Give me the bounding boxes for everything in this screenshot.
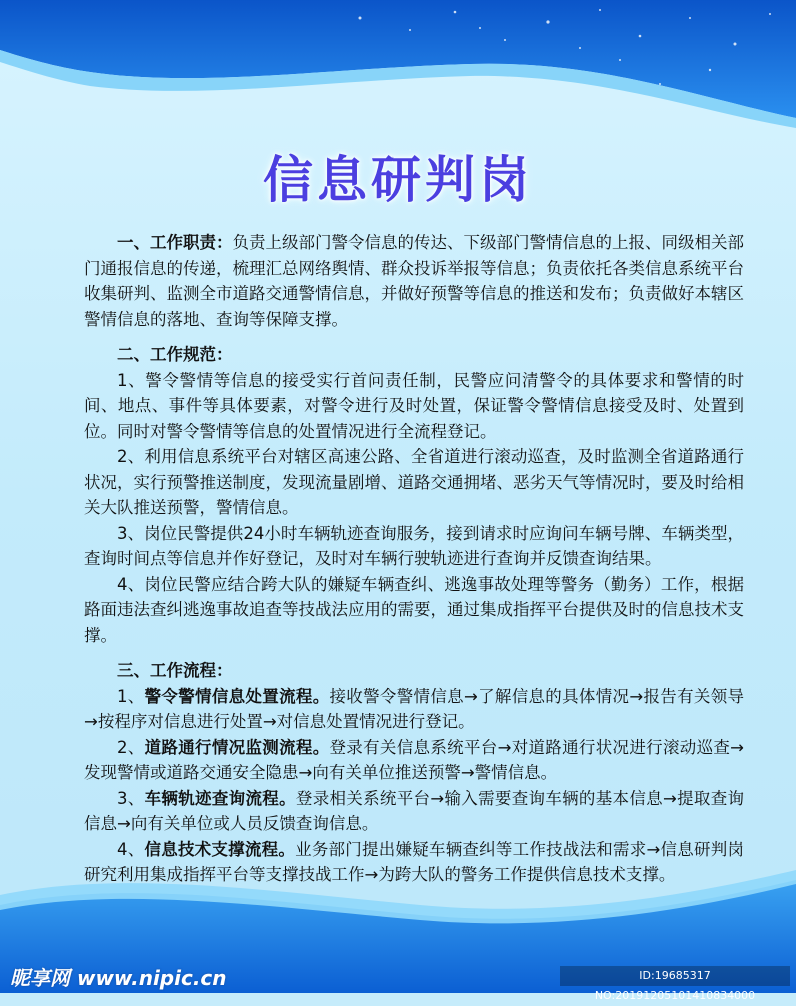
item-number: 1、	[117, 686, 145, 706]
list-item	[84, 684, 744, 735]
list-item: 3、岗位民警提供24小时车辆轨迹查询服务，接到请求时应询问车辆号牌、车辆类型，查询时间点等信息并作好登记，及时对车辆行驶轨迹进行查询并反馈查询结果。	[84, 523, 744, 568]
section-heading: 三、工作流程：	[117, 661, 233, 680]
item-title: 车辆轨迹查询流程。	[144, 788, 296, 808]
item-title: 警令警情信息处置流程。	[144, 686, 330, 706]
section-text: 负责上级部门警令信息的传达、下级部门警情信息的上报、同级相关部门通报信息的传递，梳理汇总网络舆情、群众投诉举报等信息；负责依托各类信息系统平台收集研判、监测全市道路交通警情信息，并做好预警等信息的推送和发布；负责做好本辖区警情信息的落地、查询等保障支撑。	[84, 233, 744, 329]
item-text: 登录有关信息系统平台→对道路通行状况进行滚动巡查→发现警情或道路交通安全隐患→向有关单位推送预警→警情信息。	[84, 737, 745, 782]
section-duties	[84, 230, 744, 332]
item-number: 4、	[117, 839, 145, 859]
item-text: 登录相关系统平台→输入需要查询车辆的基本信息→提取查询信息→向有关单位或人员反馈查询信息。	[84, 788, 745, 833]
list-item: 1、警令警情等信息的接受实行首问责任制，民警应问清警令的具体要求和警情的时间、地点、事件等具体要素，对警令进行及时处置，保证警令警情信息接受及时、处置到位。同时对警令警情等信息的处置情况进行全流程登记。	[84, 370, 744, 441]
page-title: 信息研判岗	[263, 151, 533, 209]
document-body	[84, 230, 744, 888]
list-item: 2、利用信息系统平台对辖区高速公路、全省道进行滚动巡查，及时监测全省道路通行状况，实行预警推送制度，发现流量剧增、道路交通拥堵、恶劣天气等情况时，要及时给相关大队推送预警，警情信息。	[84, 447, 744, 517]
item-number: 2、	[117, 737, 145, 757]
item-number: 3、	[117, 788, 145, 808]
item-text: 接收警令警情信息→了解信息的具体情况→报告有关领导→按程序对信息进行处置→对信息处置情况进行登记。	[84, 686, 745, 731]
list-item	[84, 837, 744, 888]
section-heading: 二、工作规范：	[117, 345, 233, 364]
list-item	[84, 735, 744, 786]
list-item	[84, 786, 744, 837]
watermark-logo: 昵享网 www.nipic.cn	[10, 966, 227, 990]
list-item: 4、岗位民警应结合跨大队的嫌疑车辆查纠、逃逸事故处理等警务（勤务）工作，根据路面违法查纠逃逸事故追查等技战法应用的需要，通过集成指挥平台提供及时的信息技术支撑。	[84, 574, 744, 645]
item-title: 道路通行情况监测流程。	[144, 737, 330, 757]
section-heading: 一、工作职责：	[117, 233, 233, 252]
item-title: 信息技术支撑流程。	[144, 839, 296, 859]
watermark-id: ID:19685317 NO:20191205101410834000	[560, 966, 790, 986]
item-text: 业务部门提出嫌疑车辆查纠等工作技战法和需求→信息研判岗研究利用集成指挥平台等支撑技战工作→为跨大队的警务工作提供信息技术支撑。	[84, 839, 744, 884]
